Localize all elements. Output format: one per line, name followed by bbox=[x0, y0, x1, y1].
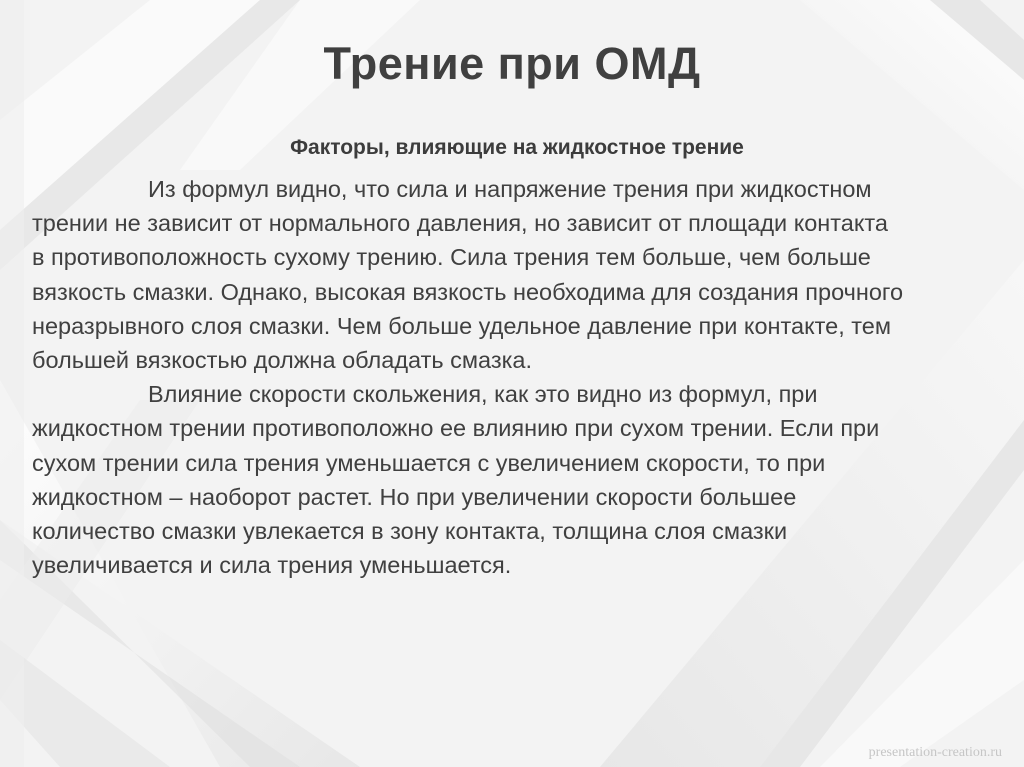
paragraph bbox=[32, 377, 992, 582]
text-line: в противоположность сухому трению. Сила трения тем больше, чем больше bbox=[32, 244, 871, 271]
text-line: сухом трении сила трения уменьшается с увеличением скорости, то при bbox=[32, 449, 826, 476]
text-line: вязкость смазки. Однако, высокая вязкость необходима для создания прочного bbox=[32, 278, 904, 305]
text-line: жидкостном – наоборот растет. Но при увеличении скорости большее bbox=[32, 483, 797, 510]
text-line: Из формул видно, что сила и напряжение трения при жидкостном bbox=[148, 176, 872, 202]
text-line: количество смазки увлекается в зону контакта, толщина слоя смазки bbox=[32, 518, 788, 545]
slide-title: Трение при ОМД bbox=[323, 38, 701, 89]
text-line: увеличивается и сила трения уменьшается. bbox=[32, 552, 512, 579]
text-line: жидкостном трении противоположно ее влиянию при сухом трении. Если при bbox=[32, 415, 880, 442]
text-line: трении не зависит от нормального давления, но зависит от площади контакта bbox=[32, 210, 888, 237]
slide-body bbox=[32, 172, 992, 582]
text-line: Влияние скорости скольжения, как это видно из формул, при bbox=[148, 381, 818, 408]
text-line: неразрывного слоя смазки. Чем больше удельное давление при контакте, тем bbox=[32, 312, 891, 339]
paragraph bbox=[32, 172, 992, 377]
text-line: большей вязкостью должна обладать смазка. bbox=[32, 347, 533, 374]
watermark: presentation-creation.ru bbox=[868, 745, 1002, 760]
slide-subtitle: Факторы, влияющие на жидкостное трение bbox=[290, 136, 744, 159]
